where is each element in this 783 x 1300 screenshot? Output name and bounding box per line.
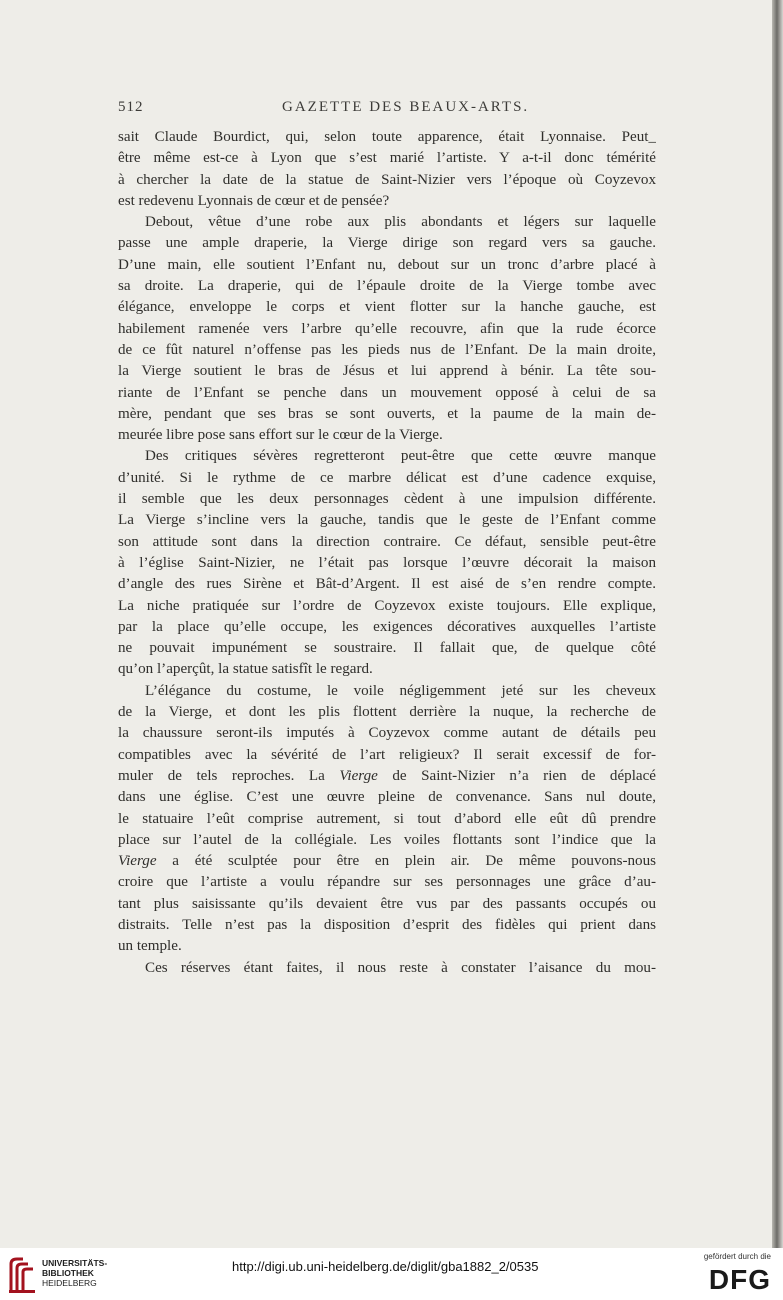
text-line: [118, 851, 656, 872]
text-line: à l’église Saint-Nizier, ne l’était pas lorsque l’œuvre décorait la maison: [118, 554, 656, 571]
text-line: ne pouvait impunément se soustraire. Il fallait que, de quelque côté: [118, 640, 656, 657]
text-line: habilement ramenée vers l’arbre qu’elle recouvre, afin que la rude écorce: [118, 320, 656, 337]
text-line: la chaussure seront-ils imputés à Coyzevox comme autant de détails peu: [118, 725, 656, 742]
italic-title: Vierge: [118, 853, 157, 870]
text-line: est redevenu Lyonnais de cœur et de pensée?: [118, 192, 390, 209]
permalink-url[interactable]: http://digi.ub.uni-heidelberg.de/diglit/gba1882_2/0535: [232, 1259, 539, 1274]
page-number: 512: [118, 99, 144, 115]
text-line-segment: a été sculptée pour être en plein air. De même pouvons-nous: [156, 853, 656, 870]
text-line: sa droite. La draperie, qui de l’épaule droite de la Vierge tombe avec: [118, 278, 656, 295]
text-line: distraits. Telle n’est pas la disposition d’esprit des fidèles qui prient dans: [118, 916, 656, 933]
text-line: il semble que les deux personnages cèdent à une impulsion différente.: [118, 491, 656, 508]
italic-title: Vierge: [339, 767, 378, 784]
text-line: de ce fût naturel n’offense pas les pieds nus de l’Enfant. De la main droite,: [118, 341, 656, 358]
text-line: passe une ample draperie, la Vierge dirige son regard vers sa gauche.: [118, 235, 656, 252]
library-name-line3: HEIDELBERG: [42, 1278, 97, 1288]
text-line: Debout, vêtue d’une robe aux plis abondants et légers sur laquelle: [145, 214, 656, 231]
text-line: croire que l’artiste a voulu répandre sur ses personnages une grâce d’au-: [118, 874, 656, 891]
text-line: Ces réserves étant faites, il nous reste à constater l’aisance du mou-: [145, 959, 656, 976]
text-line: être même est-ce à Lyon que s’est marié l’artiste. Y a-t-il donc témérité: [118, 150, 656, 167]
text-line-segment: muler de tels reproches. La: [118, 767, 340, 784]
text-line: La niche pratiquée sur l’ordre de Coyzevox existe toujours. Elle explique,: [118, 597, 656, 614]
text-line: mère, pendant que ses bras se sont ouverts, et la paume de la main de-: [118, 405, 656, 422]
text-line: dans une église. C’est une œuvre pleine de convenance. Sans nul doute,: [118, 789, 656, 806]
text-line: tant plus saisissante qu’ils devaient être vus par des passants occupés ou: [118, 895, 656, 912]
text-line: d’unité. Si le rythme de ce marbre délicat est d’une cadence exquise,: [118, 469, 656, 486]
text-line: D’une main, elle soutient l’Enfant nu, debout sur un tronc d’arbre placé à: [118, 256, 656, 273]
text-line: La Vierge s’incline vers la gauche, tandis que le geste de l’Enfant comme: [118, 512, 656, 529]
text-line: meurée libre pose sans effort sur le cœur de la Vierge.: [118, 427, 443, 444]
digitization-footer: [0, 1248, 783, 1300]
text-line: riante de l’Enfant se penche dans un mouvement opposé à celui de sa: [118, 384, 656, 401]
dfg-logo: DFG: [708, 1264, 771, 1295]
body-text: [118, 127, 656, 979]
text-line: le statuaire l’eût comprise autrement, si tout d’abord elle eût dû prendre: [118, 810, 656, 827]
running-head: [118, 99, 656, 121]
text-line: [118, 766, 656, 787]
text-line: sait Claude Bourdict, qui, selon toute apparence, était Lyonnaise. Peut_: [118, 129, 656, 145]
text-line: un temple.: [118, 938, 182, 955]
text-line: de la Vierge, et dont les plis flottent derrière la nuque, la recherche de: [118, 704, 656, 721]
text-line-segment: de Saint-Nizier n’a rien de déplacé: [377, 767, 656, 784]
library-logo-icon: [8, 1256, 36, 1294]
journal-title: GAZETTE DES BEAUX-ARTS.: [282, 99, 530, 115]
text-line: son attitude sont dans la direction contraire. Ce défaut, sensible peut-être: [118, 533, 656, 550]
library-name-line1: UNIVERSITÄTS-: [42, 1258, 108, 1268]
funded-by-label: gefördert durch die: [703, 1252, 771, 1261]
text-line: compatibles avec la sévérité de l’art religieux? Il serait excessif de for-: [118, 746, 656, 763]
library-name-line2: BIBLIOTHEK: [42, 1268, 94, 1278]
text-line: à chercher la date de la statue de Saint-Nizier vers l’époque où Coyzevox: [118, 171, 656, 188]
text-line: qu’on l’aperçût, la statue satisfît le regard.: [118, 661, 373, 678]
text-line: la Vierge soutient le bras de Jésus et lui apprend à bénir. La tête sou-: [118, 363, 656, 380]
text-line: place sur l’autel de la collégiale. Les voiles flottants sont l’indice que la: [118, 831, 656, 848]
library-name: [42, 1258, 107, 1288]
page-edge-shadow: [772, 0, 783, 1300]
text-line: élégance, enveloppe le corps et vient flotter sur la hanche gauche, est: [118, 299, 656, 316]
text-line: L’élégance du costume, le voile négligemment jeté sur les cheveux: [145, 682, 656, 699]
text-line: d’angle des rues Sirène et Bât-d’Argent. Il est aisé de s’en rendre compte.: [118, 576, 656, 593]
text-line: Des critiques sévères regretteront peut-être que cette œuvre manque: [145, 448, 656, 465]
text-line: par la place qu’elle occupe, les exigences décoratives auxquelles l’artiste: [118, 618, 656, 635]
